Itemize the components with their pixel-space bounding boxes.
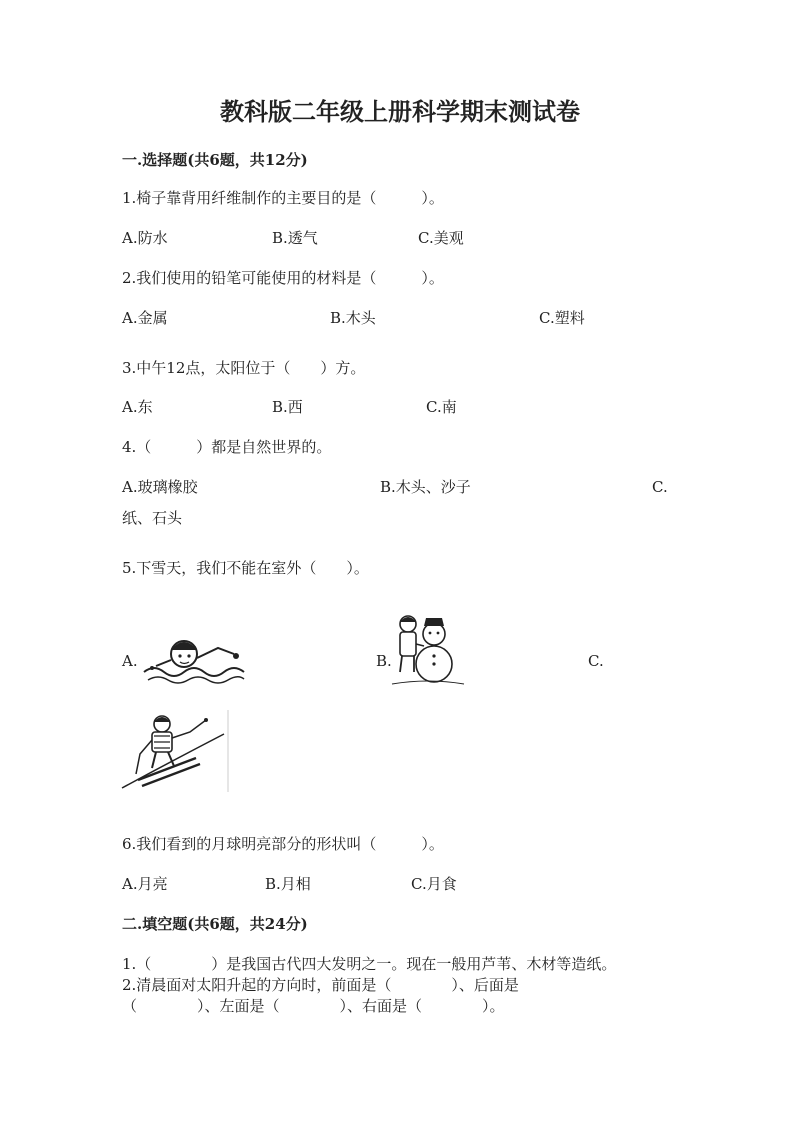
section-heading-choice: 一.选择题(共6题，共12分) [122,151,308,169]
question-2-option-b: B.木头 [330,309,376,327]
question-3-stem: 3.中午12点，太阳位于（ ）方。 [122,359,366,377]
fill-in-line-2: 2.清晨面对太阳升起的方向时，前面是（ ）、后面是 [122,976,519,994]
page-title: 教科版二年级上册科学期末测试卷 [220,97,580,126]
question-2-option-c: C.塑料 [539,309,585,327]
question-5-stem: 5.下雪天，我们不能在室外（ ）。 [122,559,369,577]
question-1-option-c: C.美观 [418,229,464,247]
question-4-stem: 4.（ ）都是自然世界的。 [122,438,332,456]
question-1-option-b: B.透气 [272,229,318,247]
question-6-option-b: B.月相 [265,875,311,893]
question-3-option-b: B.西 [272,398,303,416]
question-3-option-a: A.东 [122,398,153,416]
question-3-option-c: C.南 [426,398,457,416]
skiing-child-image [120,710,232,794]
question-5-option-b: B. [376,652,392,670]
swimming-child-image [140,630,248,686]
question-4-option-a: A.玻璃橡胶 [122,478,198,496]
fill-in-line-1: 1.（ ）是我国古代四大发明之一。现在一般用芦苇、木材等造纸。 [122,955,617,973]
section-heading-fill-in: 二.填空题(共6题，共24分) [122,915,308,933]
question-5-option-a: A. [122,652,138,670]
question-4-option-c: C. [652,478,668,496]
question-4-option-c-continued: 纸、石头 [122,509,183,527]
question-5-option-c: C. [588,652,604,670]
question-6-stem: 6.我们看到的月球明亮部分的形状叫（ ）。 [122,835,444,853]
question-2-stem: 2.我们使用的铅笔可能使用的材料是（ ）。 [122,269,444,287]
question-6-option-a: A.月亮 [122,875,168,893]
fill-in-line-3: （ ）、左面是（ ）、右面是（ ）。 [122,997,505,1015]
question-4-option-b: B.木头、沙子 [380,478,471,496]
question-1-option-a: A.防水 [122,229,168,247]
snowman-image [388,610,468,690]
question-6-option-c: C.月食 [411,875,457,893]
question-2-option-a: A.金属 [122,309,168,327]
question-1-stem: 1.椅子靠背用纤维制作的主要目的是（ ）。 [122,189,444,207]
